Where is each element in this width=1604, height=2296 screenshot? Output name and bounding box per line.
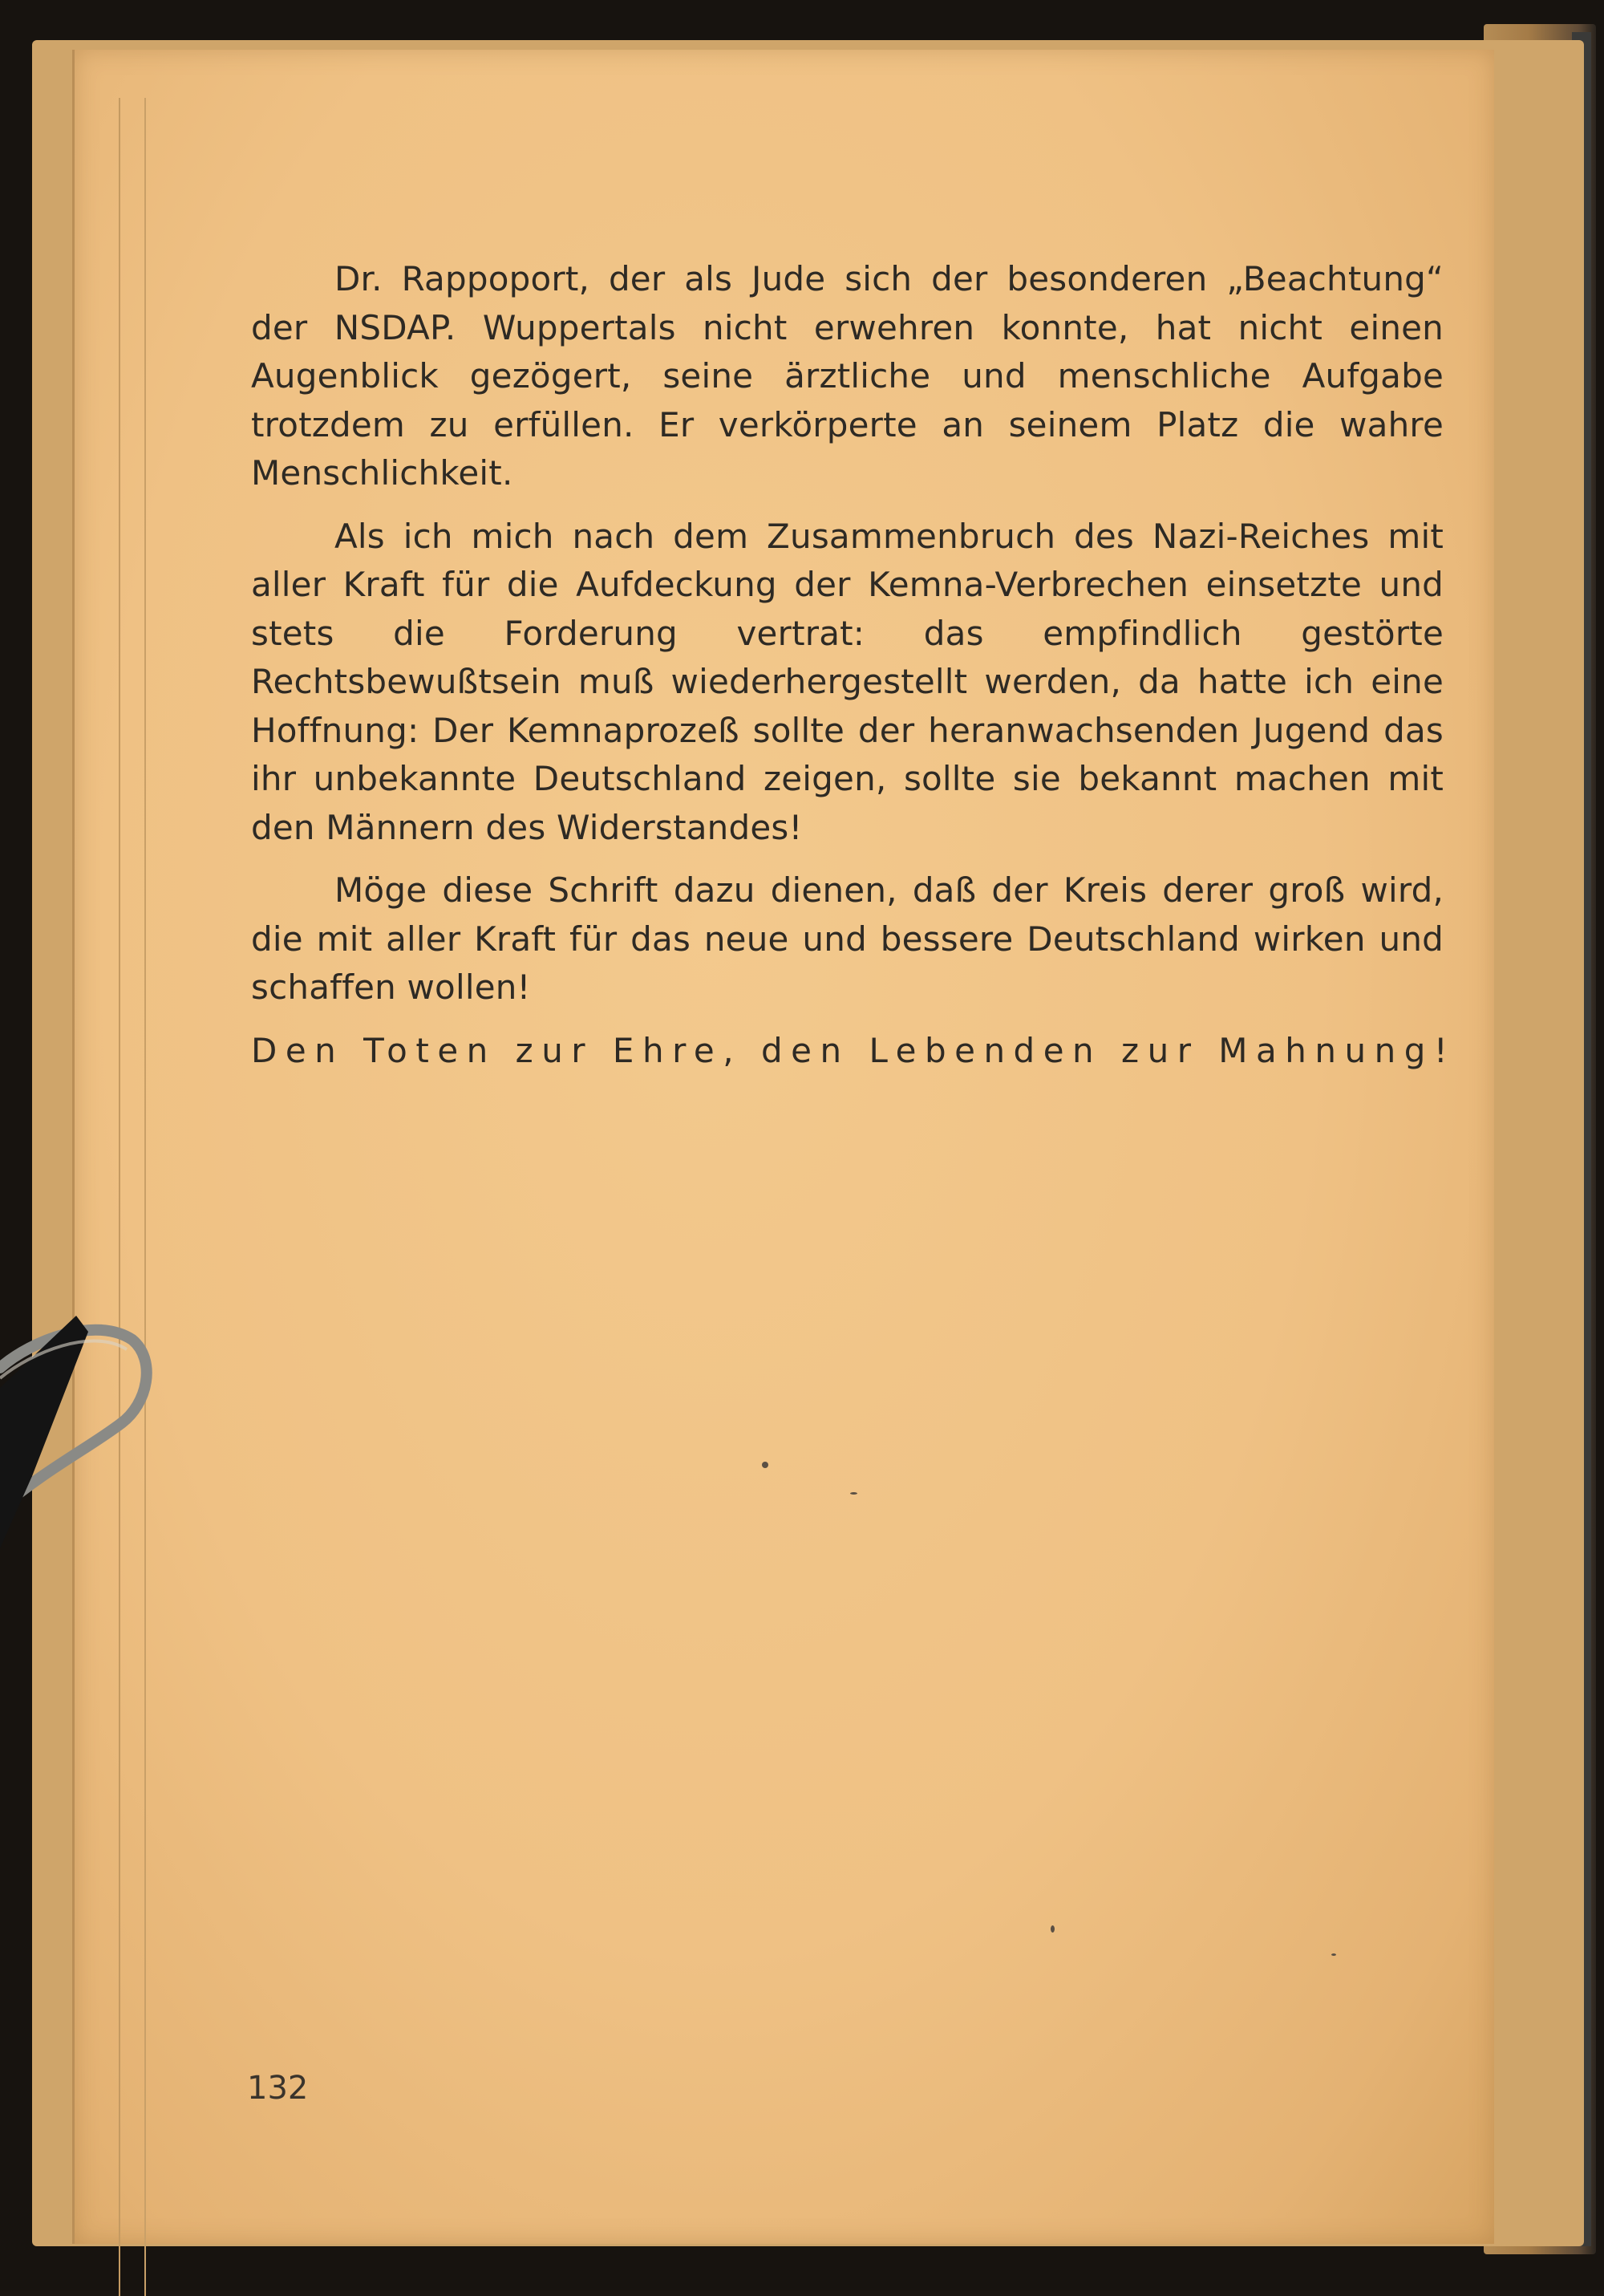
page-text bbox=[251, 255, 1456, 1075]
paper-speck bbox=[762, 1462, 768, 1468]
page-number: 132 bbox=[247, 2070, 309, 2107]
paragraph-3: Möge diese Schrift dazu dienen, daß der Kreis derer groß wird, die mit aller Kraft für das neue und bessere Deutschland wirken und schaffen wollen! bbox=[251, 870, 1444, 1007]
paper-speck bbox=[1051, 1925, 1055, 1933]
paper-clip-icon bbox=[0, 1284, 152, 1572]
page-edge-lines bbox=[119, 98, 146, 2296]
paragraph-1: Dr. Rappoport, der als Jude sich der besonderen „Beachtung“ der NSDAP. Wuppertals nicht erwehren konnte, hat nicht einen Augenblick gezögert, seine ärztliche und menschliche Aufgabe trotzdem zu erfüllen. Er verkörperte an seinem Platz die wahre Menschlichkeit. bbox=[251, 259, 1444, 493]
paper-speck bbox=[850, 1492, 857, 1495]
paragraph-2: Als ich mich nach dem Zusammenbruch des Nazi-Reiches mit aller Kraft für die Aufdeckung der Kemna-Verbrechen einsetzte und stets die Forderung vertrat: das empfindlich gestörte Rechtsbewußtsein muß wiederhergestellt werden, da hatte ich eine Hoffnung: Der Kemnaprozeß sollte der heranwachsenden Jugend das ihr unbekannte Deutschland zeigen, sollte sie bekannt machen mit den Männern des Widerstandes! bbox=[251, 516, 1444, 847]
closing-motto: Den Toten zur Ehre, den Lebenden zur Mahnung! bbox=[251, 1030, 1456, 1070]
paper-speck bbox=[1331, 1953, 1336, 1956]
